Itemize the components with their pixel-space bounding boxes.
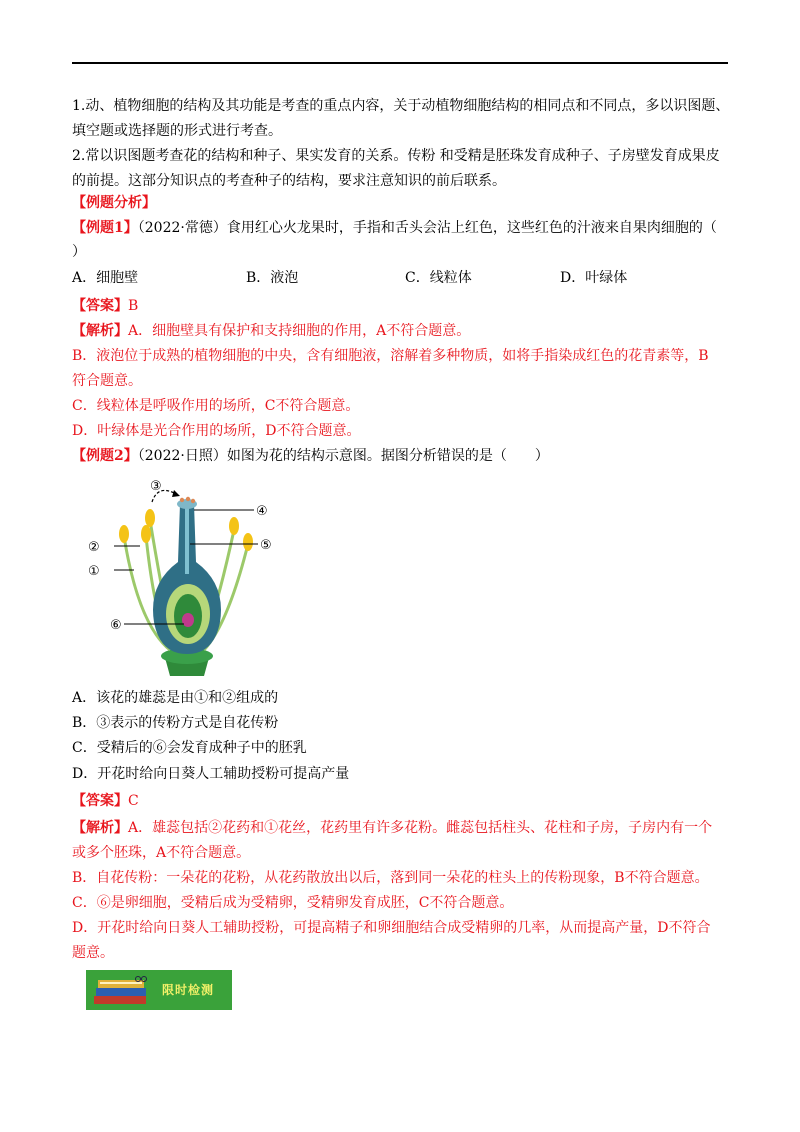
anther-1 xyxy=(119,525,129,543)
q2-analysis-line1 xyxy=(72,818,712,838)
style-inner xyxy=(185,508,189,574)
q2-analysis-line2: 或多个胚珠，A不符合题意。 xyxy=(72,845,251,861)
label-2: ② xyxy=(88,540,100,555)
q2-option-b: B．③表示的传粉方式是自花传粉 xyxy=(72,715,279,731)
label-5: ⑤ xyxy=(260,538,272,553)
label-4: ④ xyxy=(256,504,268,519)
q2-answer-value: C xyxy=(128,793,139,809)
q1-answer xyxy=(72,296,138,316)
intro-p2-line2: 的前提。这部分知识点的考查种子的结构，要求注意知识的前后联系。 xyxy=(72,173,506,189)
q1-stem-text: （2022·常德）食用红心火龙果时，手指和舌头会沾上红色，这些红色的汁液来自果肉细胞的（ xyxy=(137,220,717,236)
books-icon xyxy=(92,976,152,1006)
badge-label: 限时检测 xyxy=(162,983,215,997)
q2-analysis-line3: B．自花传粉：一朵花的花粉，从花药散放出以后，落到同一朵花的柱头上的传粉现象，B不符合题意。 xyxy=(72,870,709,886)
q1-analysis-line4: C．线粒体是呼吸作用的场所，C不符合题意。 xyxy=(72,398,360,414)
q1-tag: 【例题1】 xyxy=(72,220,138,236)
q2-stem-text: （2022·日照）如图为花的结构示意图。据图分析错误的是（ ） xyxy=(137,448,549,464)
label-3: ③ xyxy=(150,479,162,494)
q1-answer-tag: 【答案】 xyxy=(72,298,128,314)
intro-p1-line2: 填空题或选择题的形式进行考查。 xyxy=(72,123,282,139)
q2-answer xyxy=(72,791,139,811)
label-6: ⑥ xyxy=(110,618,122,633)
q2-option-a: A．该花的雄蕊是由①和②组成的 xyxy=(72,690,279,706)
q2-analysis-text: A．雄蕊包括②花药和①花丝，花药里有许多花粉。雌蕊包括柱头、花柱和子房，子房内有一个 xyxy=(128,820,713,836)
q1-stem-line1 xyxy=(72,218,717,238)
intro-p1-line1: 1.动、植物细胞的结构及其功能是考查的重点内容，关于动植物细胞结构的相同点和不同点，多以识图题、 xyxy=(72,98,730,114)
q2-option-d: D．开花时给向日葵人工辅助授粉可提高产量 xyxy=(72,766,350,782)
section-title: 【例题分析】 xyxy=(72,195,156,211)
q2-analysis-line6: 题意。 xyxy=(72,945,114,961)
q2-tag: 【例题2】 xyxy=(72,448,138,464)
q1-analysis-line2: B．液泡位于成熟的植物细胞的中央，含有细胞液，溶解着多种物质，如将手指染成红色的花青素等，B xyxy=(72,348,709,364)
anther-2 xyxy=(141,525,151,543)
q1-analysis-line1 xyxy=(72,321,470,341)
q1-stem-line2: ） xyxy=(72,244,86,260)
anther-5 xyxy=(229,517,239,535)
q1-option-a: A．细胞壁 xyxy=(72,270,139,286)
anther-3 xyxy=(145,509,155,527)
q2-answer-tag: 【答案】 xyxy=(72,793,128,809)
q1-analysis-line5: D．叶绿体是光合作用的场所，D不符合题意。 xyxy=(72,423,361,439)
q2-analysis-line4: C．⑥是卵细胞，受精后成为受精卵，受精卵发育成胚，C不符合题意。 xyxy=(72,895,514,911)
q1-option-d: D．叶绿体 xyxy=(560,270,628,286)
header-rule xyxy=(72,62,728,64)
q1-option-c: C．线粒体 xyxy=(405,270,472,286)
egg-cell xyxy=(182,613,194,627)
anther-4 xyxy=(243,533,253,551)
q2-analysis-tag: 【解析】 xyxy=(72,820,128,836)
q1-analysis-text: A．细胞壁具有保护和支持细胞的作用，A不符合题意。 xyxy=(128,323,471,339)
flower-structure-diagram xyxy=(78,474,290,682)
q1-answer-value: B xyxy=(128,298,139,314)
intro-p2-line1: 2.常以识图题考查花的结构和种子、果实发育的关系。传粉 和受精是胚珠发育成种子、子房壁发育成果皮 xyxy=(72,148,720,164)
q1-analysis-line3: 符合题意。 xyxy=(72,373,142,389)
q1-option-b: B．液泡 xyxy=(246,270,299,286)
timed-test-badge xyxy=(86,970,232,1010)
q1-analysis-tag: 【解析】 xyxy=(72,323,128,339)
q2-analysis-line5: D．开花时给向日葵人工辅助授粉，可提高精子和卵细胞结合成受精卵的几率，从而提高产量，D不符合 xyxy=(72,920,711,936)
label-1: ① xyxy=(88,564,100,579)
q2-stem xyxy=(72,446,549,466)
q2-option-c: C．受精后的⑥会发育成种子中的胚乳 xyxy=(72,740,307,756)
